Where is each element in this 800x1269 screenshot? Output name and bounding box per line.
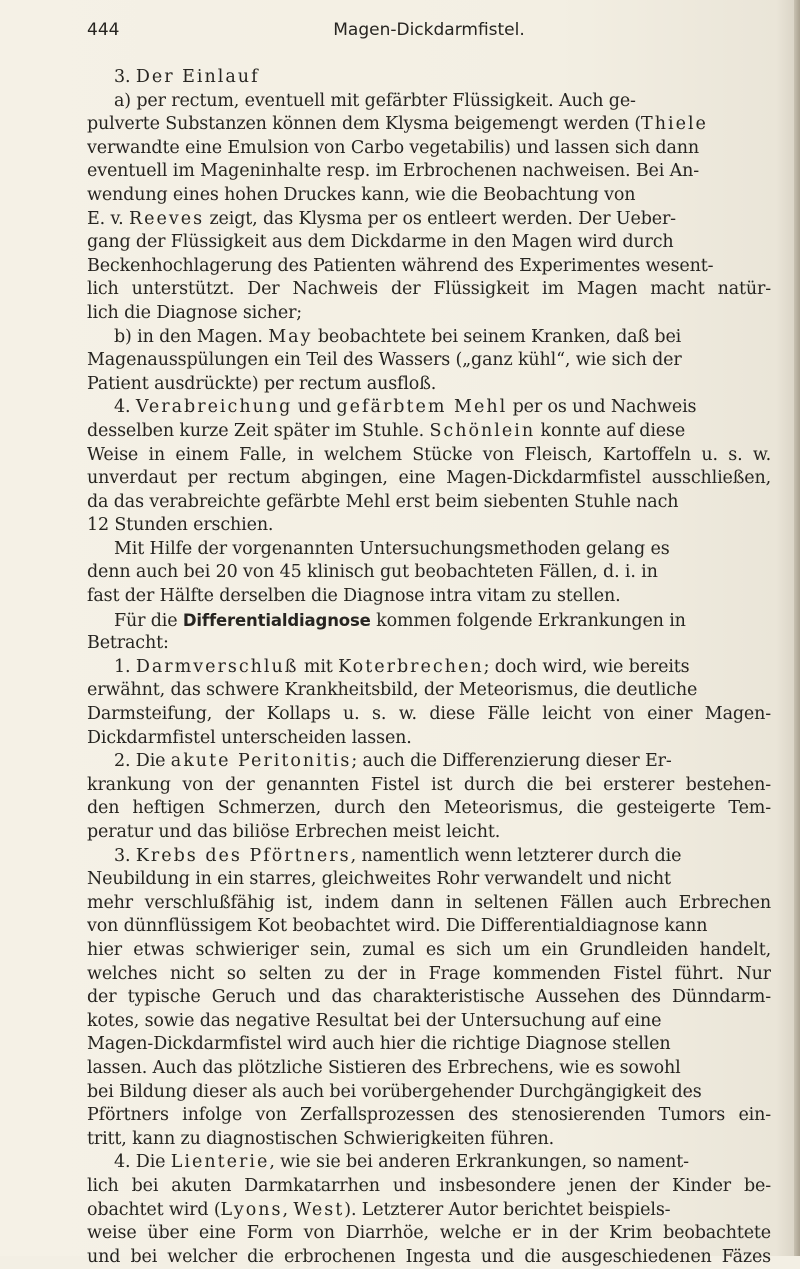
text-line xyxy=(87,137,771,161)
text-run: , wie sie bei anderen Erkrankungen, so nament- xyxy=(269,1152,689,1173)
text-run: beobachtete bei seinem Kranken, daß bei xyxy=(312,326,682,347)
text-run: ). Letzterer Autor berichtet beispiels- xyxy=(344,1199,671,1220)
text-run: eventuell im Mageninhalte resp. im Erbrochenen nachweisen. Bei An- xyxy=(87,161,699,182)
text-run: desselben kurze Zeit später im Stuhle. xyxy=(87,420,430,441)
text-line xyxy=(87,656,771,680)
text-line xyxy=(87,1222,771,1246)
text-line xyxy=(87,1081,771,1105)
running-title: Magen-Dickdarmfistel. xyxy=(333,20,525,40)
text-line xyxy=(87,349,771,373)
text-run: obachtet wird ( xyxy=(87,1199,221,1220)
text-run: lich unterstützt. Der Nachweis der Flüssigkeit im Magen macht natür- xyxy=(87,279,771,300)
spaced-emphasis: Thiele xyxy=(641,114,708,135)
spaced-emphasis: Schönlein xyxy=(429,420,536,441)
text-line xyxy=(87,939,771,963)
spaced-emphasis: Verabreichung xyxy=(135,397,293,418)
spaced-emphasis: Lyons xyxy=(220,1199,283,1220)
page-number: 444 xyxy=(87,20,120,40)
text-run: Beckenhochlagerung des Patienten während des Experimentes wesent- xyxy=(87,255,714,276)
text-run: von dünnflüssigem Kot beobachtet wird. Die Differentialdiagnose kann xyxy=(87,916,708,937)
text-run: ; auch die Differenzierung dieser Er- xyxy=(351,751,672,772)
text-line xyxy=(87,113,771,137)
text-run: fast der Hälfte derselben die Diagnose intra vitam zu stellen. xyxy=(87,586,621,607)
text-line xyxy=(87,1104,771,1128)
text-run: der typische Geruch und das charakteristische Aussehen des Dünndarm- xyxy=(87,987,771,1008)
text-line xyxy=(87,632,771,656)
text-run: 12 Stunden erschien. xyxy=(87,515,274,536)
text-line xyxy=(87,679,771,703)
body-text xyxy=(87,66,771,1269)
text-line xyxy=(87,255,771,279)
text-run: Magenausspülungen ein Teil des Wassers („ganz kühl“, wie sich der xyxy=(87,350,682,371)
text-run: da das verabreichte gefärbte Mehl erst beim siebenten Stuhle nach xyxy=(87,491,679,512)
text-run: Betracht: xyxy=(87,633,169,654)
text-run: Patient ausdrückte) per rectum ausfloß. xyxy=(87,373,437,394)
text-run: Neubildung in ein starres, gleichweites Rohr verwandelt und nicht xyxy=(87,869,671,890)
text-run: a) per rectum, eventuell mit gefärbter Flüssigkeit. Auch ge- xyxy=(114,90,636,111)
text-line xyxy=(87,915,771,939)
text-line xyxy=(87,561,771,585)
spaced-emphasis: gefärbtem Mehl xyxy=(336,397,508,418)
text-line xyxy=(87,278,771,302)
text-run: pulverte Substanzen können dem Klysma beigemengt werden ( xyxy=(87,114,642,135)
text-run: welches nicht so selten zu der in Frage kommenden Fistel führt. Nur xyxy=(87,963,771,984)
text-run: Magen-Dickdarmfistel wird auch hier die richtige Diagnose stellen xyxy=(87,1034,671,1055)
text-line xyxy=(87,1033,771,1057)
text-line xyxy=(87,231,771,255)
text-line xyxy=(87,326,771,350)
text-line xyxy=(87,1199,771,1223)
spaced-emphasis: West xyxy=(293,1199,345,1220)
text-line xyxy=(87,868,771,892)
text-run: und bei welcher die erbrochenen Ingesta und die ausgeschiedenen Fäzes xyxy=(87,1246,771,1267)
spaced-emphasis: akute Peritonitis xyxy=(170,751,352,772)
text-run: Darmsteifung, der Kollaps u. s. w. diese Fälle leicht von einer Magen- xyxy=(87,704,771,725)
spaced-emphasis: Der Einlauf xyxy=(135,67,260,87)
spaced-emphasis: May xyxy=(268,326,313,347)
text-run: krankung von der genannten Fistel ist durch die bei ersterer bestehen- xyxy=(87,774,771,795)
text-line xyxy=(87,774,771,798)
text-run: bei Bildung dieser als auch bei vorübergehender Durchgängigkeit des xyxy=(87,1081,702,1102)
text-line xyxy=(87,208,771,232)
text-run: Dickdarmfistel unterscheiden lassen. xyxy=(87,727,412,748)
text-line xyxy=(87,90,771,114)
text-run: denn auch bei 20 von 45 klinisch gut beobachteten Fällen, d. i. in xyxy=(87,562,658,583)
text-run: E. v. xyxy=(87,208,129,229)
text-line xyxy=(87,1175,771,1199)
text-run: peratur und das biliöse Erbrechen meist leicht. xyxy=(87,822,501,842)
text-line xyxy=(87,467,771,491)
text-line xyxy=(87,1246,771,1269)
text-run: Für die xyxy=(114,610,183,631)
text-run: lich die Diagnose sicher; xyxy=(87,302,303,323)
spaced-emphasis: Reeves xyxy=(128,208,205,229)
page-header xyxy=(87,20,771,46)
text-run: kommen folgende Erkrankungen in xyxy=(370,610,686,631)
text-line xyxy=(87,821,771,845)
text-line xyxy=(87,986,771,1010)
text-run: Weise in einem Falle, in welchem Stücke von Fleisch, Kartoffeln u. s. w. xyxy=(87,444,771,465)
page-edge-shadow xyxy=(794,0,800,1256)
text-run: den heftigen Schmerzen, durch den Meteorismus, die gesteigerte Tem- xyxy=(87,798,771,819)
text-run: verwandte eine Emulsion von Carbo vegetabilis) und lassen sich dann xyxy=(87,137,699,158)
text-line xyxy=(87,160,771,184)
spaced-emphasis: Darmverschluß xyxy=(135,656,299,677)
text-line xyxy=(87,66,771,90)
text-line xyxy=(87,1128,771,1152)
text-run: tritt, kann zu diagnostischen Schwierigkeiten führen. xyxy=(87,1128,555,1149)
text-line xyxy=(87,1057,771,1081)
text-line xyxy=(87,963,771,987)
text-line xyxy=(87,514,771,538)
text-run: wendung eines hohen Druckes kann, wie die Beobachtung von xyxy=(87,184,636,205)
text-run: 1. xyxy=(114,656,136,677)
text-line xyxy=(87,1151,771,1175)
text-line xyxy=(87,750,771,774)
text-line xyxy=(87,585,771,609)
text-line xyxy=(87,703,771,727)
text-run: , xyxy=(282,1199,294,1220)
bold-term: Differentialdiagnose xyxy=(182,610,371,630)
text-run: , namentlich wenn letzterer durch die xyxy=(350,845,682,866)
text-run: 4. xyxy=(114,397,136,418)
text-run: 2. Die xyxy=(114,751,171,772)
text-line xyxy=(87,420,771,444)
text-run: gang der Flüssigkeit aus dem Dickdarme in den Magen wird durch xyxy=(87,232,674,253)
text-line xyxy=(87,491,771,515)
text-run: b) in den Magen. xyxy=(114,326,269,347)
text-line xyxy=(87,184,771,208)
text-run: 4. Die xyxy=(114,1152,171,1173)
text-run: Mit Hilfe der vorgenannten Untersuchungsmethoden gelang es xyxy=(114,538,670,559)
text-line xyxy=(87,302,771,326)
text-run: weise über eine Form von Diarrhöe, welche er in der Krim beobachtete xyxy=(87,1223,771,1244)
spaced-emphasis: Lienterie xyxy=(170,1152,270,1173)
text-run: unverdaut per rectum abgingen, eine Magen-Dickdarmfistel ausschließen, xyxy=(87,468,771,489)
text-line xyxy=(87,892,771,916)
text-line xyxy=(87,609,771,633)
text-run: mit xyxy=(298,656,339,677)
spaced-emphasis: Krebs des Pförtners xyxy=(135,845,351,866)
text-run: Pförtners infolge von Zerfallsprozessen des stenosierenden Tumors ein- xyxy=(87,1105,771,1126)
text-run: 3. xyxy=(114,67,136,87)
spaced-emphasis: Koterbrechen xyxy=(338,656,484,677)
text-run: konnte auf diese xyxy=(535,420,686,441)
text-line xyxy=(87,444,771,468)
text-run: lassen. Auch das plötzliche Sistieren des Erbrechens, wie es sowohl xyxy=(87,1057,681,1078)
text-run: kotes, sowie das negative Resultat bei der Untersuchung auf eine xyxy=(87,1010,662,1031)
text-run: per os und Nachweis xyxy=(507,397,697,418)
text-run: lich bei akuten Darmkatarrhen und insbesondere jenen der Kinder be- xyxy=(87,1175,771,1196)
text-line xyxy=(87,845,771,869)
text-line xyxy=(87,396,771,420)
text-line xyxy=(87,797,771,821)
text-line xyxy=(87,1010,771,1034)
text-line xyxy=(87,727,771,751)
text-run: mehr verschlußfähig ist, indem dann in seltenen Fällen auch Erbrechen xyxy=(87,892,771,913)
text-run: zeigt, das Klysma per os entleert werden. Der Ueber- xyxy=(204,208,676,229)
text-line xyxy=(87,538,771,562)
text-run: erwähnt, das schwere Krankheitsbild, der Meteorismus, die deutliche xyxy=(87,680,698,701)
text-run: und xyxy=(292,397,337,418)
text-run: ; doch wird, wie bereits xyxy=(483,656,690,677)
text-line xyxy=(87,373,771,397)
text-run: hier etwas schwieriger sein, zumal es sich um ein Grundleiden handelt, xyxy=(87,939,771,960)
text-run: 3. xyxy=(114,845,136,866)
